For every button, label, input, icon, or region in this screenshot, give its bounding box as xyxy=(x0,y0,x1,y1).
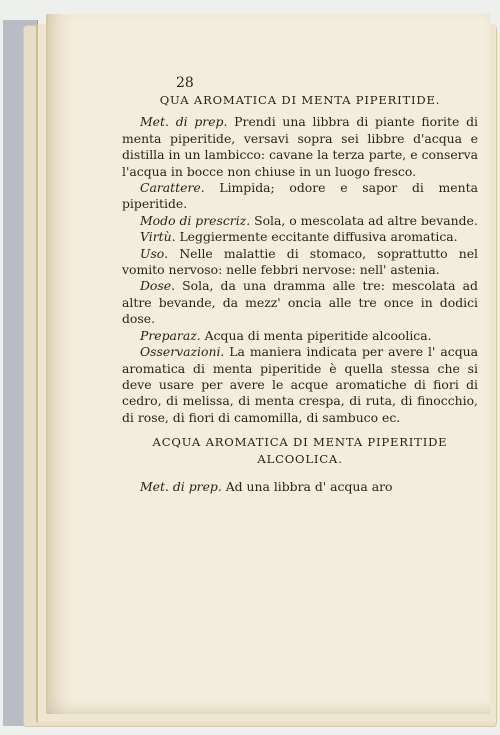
paragraph-body: Ad una libbra d' acqua aro xyxy=(221,478,393,494)
paragraph-label: Uso xyxy=(140,245,165,261)
paragraph-method xyxy=(122,114,478,180)
paragraph-body: . Leggiermente eccitante diffusiva aromatica. xyxy=(171,229,458,245)
paragraph-body: Prendi una libbra di piante fiorite di menta piperitide, versavi sopra sei libbre d'acqua e distilla in un lambicco: cavane la terza parte, e conserva l'acqua in bocce non chiuse in un luogo fresco. xyxy=(122,114,478,179)
paragraph-body: Sola, o mescolata ad altre bevande. xyxy=(250,212,478,228)
paragraph-dose xyxy=(122,278,478,327)
paragraph-label: Virtù xyxy=(140,229,172,245)
paragraph-body: . Limpida; odore e sapor di menta piperitide. xyxy=(122,180,478,212)
paragraph-body: . Nelle malattie di stomaco, soprattutto nel vomito nervoso: nelle febbri nervose: nell' astenia. xyxy=(122,245,478,278)
paragraph-character xyxy=(122,180,478,213)
paragraph-label: Met. di prep. xyxy=(140,114,228,130)
paragraph-body: . La maniera indicata per avere l' acqua aromatica di menta piperitide è quella stessa che si deve usare per avere le acque aromatiche di fiori di cedro, di melissa, di menta crespa, di ruta, di finocchio, di rose, di fiori di camomilla, di sambuco ec. xyxy=(122,344,478,425)
paragraph-label: Osservazioni xyxy=(140,344,221,360)
paragraph-prescription xyxy=(122,213,478,229)
second-heading-line-1: ACQUA AROMATICA DI MENTA PIPERITIDE xyxy=(152,435,448,450)
page-text-block xyxy=(122,92,478,495)
paragraph-virtue xyxy=(122,229,478,245)
paragraph-label: Preparaz. xyxy=(140,327,201,343)
second-heading-line-2: ALCOOLICA. xyxy=(257,451,343,466)
page-number: 28 xyxy=(176,75,194,91)
paragraph-label: Met. di prep. xyxy=(140,478,222,494)
paragraph-preparation xyxy=(122,328,478,344)
paragraph-label: Carattere xyxy=(140,180,201,196)
paragraph-body: . Sola, da una dramma alle tre: mescolata ad altre bevande, da mezz' oncia alle tre once in dodici dose. xyxy=(122,278,478,327)
paragraph-use xyxy=(122,246,478,279)
paragraph-observations xyxy=(122,344,478,426)
paragraph-body: Acqua di menta piperitide alcoolica. xyxy=(200,327,432,343)
paragraph-label: Dose xyxy=(140,278,172,294)
section-heading: QUA AROMATICA DI MENTA PIPERITIDE. xyxy=(159,93,441,107)
paragraph-continued xyxy=(122,479,478,495)
paragraph-label: Modo di prescriz. xyxy=(140,212,251,228)
